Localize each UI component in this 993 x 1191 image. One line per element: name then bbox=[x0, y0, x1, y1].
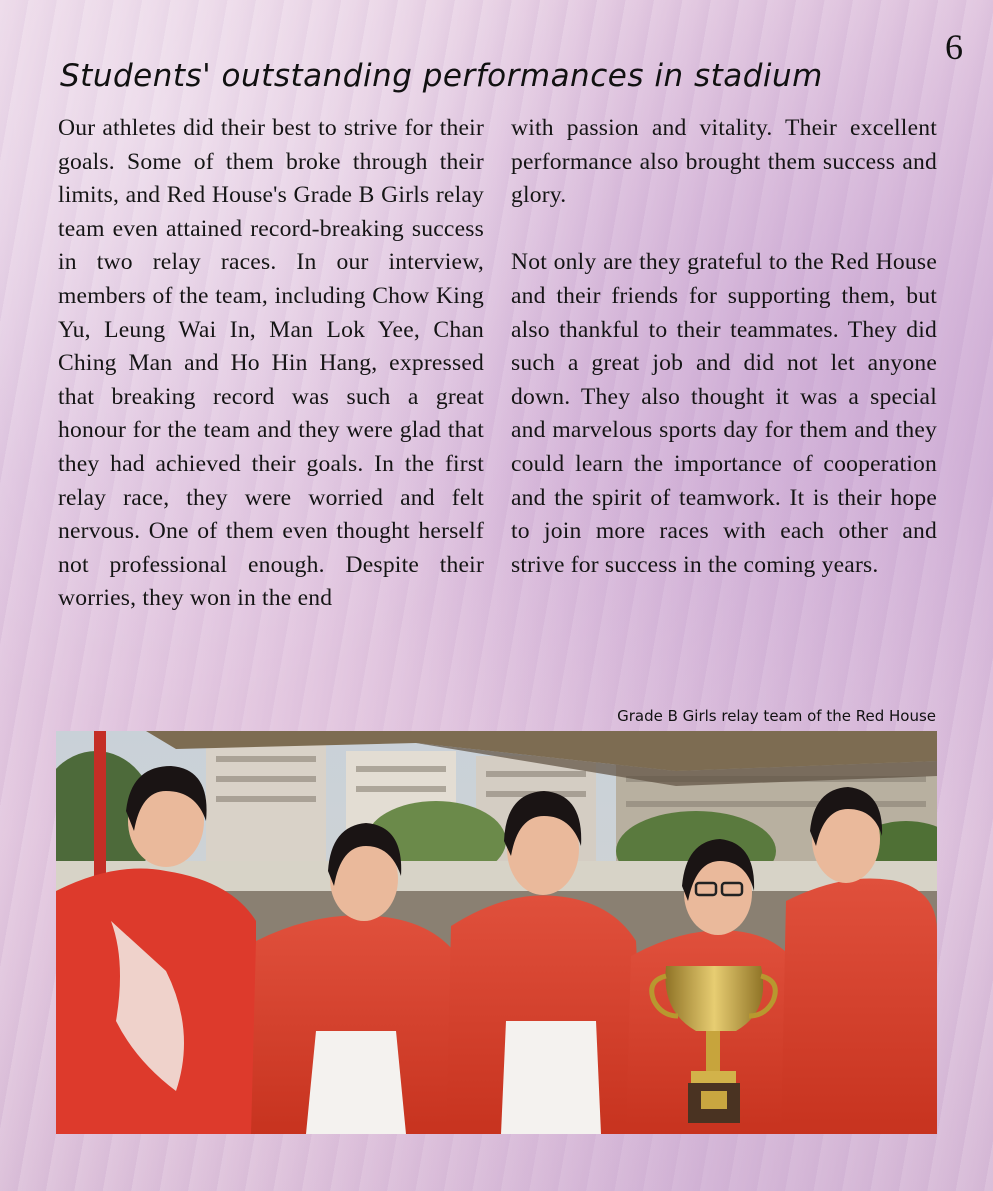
team-photo bbox=[56, 731, 937, 1134]
page-number: 6 bbox=[945, 27, 963, 67]
article-title: Students' outstanding performances in stadium bbox=[60, 58, 823, 94]
article-column-right bbox=[511, 112, 937, 582]
paragraph: Not only are they grateful to the Red House and their friends for supporting them, but also thankful to their teammates. They did such a great job and did not let anyone down. They also thought it was a special and marvelous sports day for them and they could learn the importance of cooperation and the spirit of teamwork. It is their hope to join more races with each other and strive for success in the coming years. bbox=[511, 249, 937, 578]
paragraph: with passion and vitality. Their excellent performance also brought them success and glory. bbox=[511, 115, 937, 209]
paragraph: Our athletes did their best to strive for their goals. Some of them broke through their limits, and Red House's Grade B Girls relay team even attained record-breaking success in two relay races. In our interview, members of the team, including Chow King Yu, Leung Wai In, Man Lok Yee, Chan Ching Man and Ho Hin Hang, expressed that breaking record was such a great honour for the team and they were glad that they had achieved their goals. In the first relay race, they were worried and felt nervous. One of them even thought herself not professional enough. Despite their worries, they won in the end bbox=[58, 115, 484, 612]
article-column-left bbox=[58, 112, 484, 616]
team-photo-illustration bbox=[56, 731, 937, 1134]
photo-caption: Grade B Girls relay team of the Red House bbox=[617, 707, 936, 725]
